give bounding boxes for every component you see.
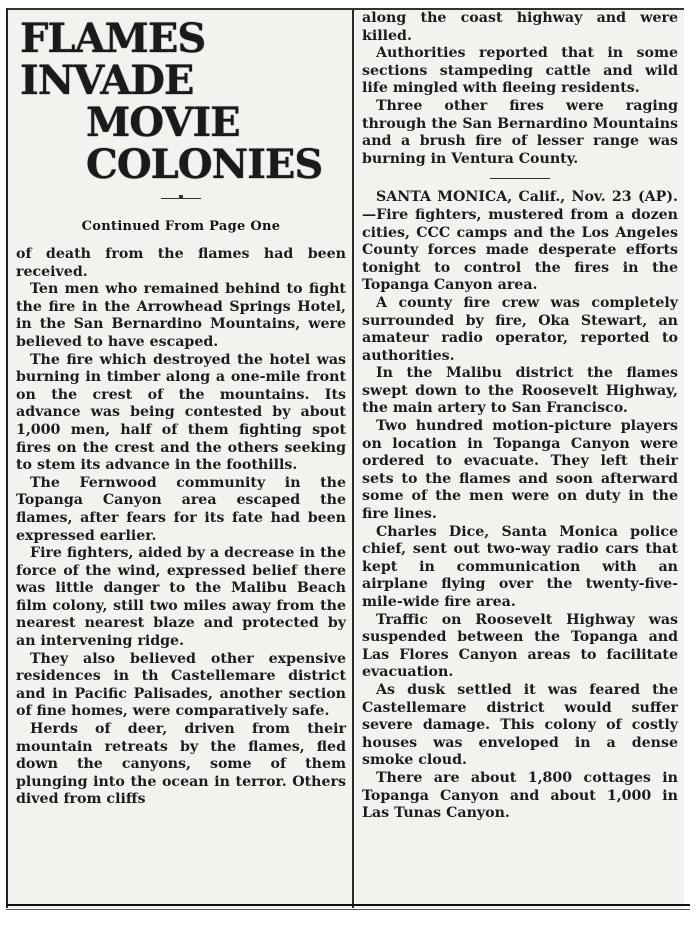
headline-ornament [161,198,201,199]
paragraph: Charles Dice, Santa Monica police chief, sent out two-way radio cars that kept in communication with an airplane flying over the twenty-five-mile-wide fire area. [362,523,678,610]
paragraph: Traffic on Roosevelt Highway was suspended between the Topanga and Las Flores Canyon areas to facilitate evacuation. [362,611,678,681]
paragraph: In the Malibu district the flames swept down to the Roosevelt Highway, the main artery to San Francisco. [362,365,678,417]
paragraph: of death from the flames had been received. [16,246,346,280]
dateline-text: Fire fighters, mustered from a dozen cities, CCC camps and the Los Angeles County forces made desperate efforts tonight to control the fires in the Topanga Canyon area. [362,206,678,294]
headline [16,15,346,188]
paragraph: Two hundred motion-picture players on location in Topanga Canyon were ordered to evacuate. They left their sets to the flames and soon afterward some of the men were on duty in the fire lines. [362,418,678,523]
dateline: SANTA MONICA, Calif., Nov. 23 (AP).— [362,189,678,223]
bottom-rule [6,904,690,906]
newspaper-clipping [6,8,684,908]
bottom-rule-thin [6,909,690,910]
paragraph: They also believed other expensive residences in th Castellemare district and in Pacific Palisades, another section of fine homes, were comparatively safe. [16,650,346,720]
paragraph: Fire fighters, aided by a decrease in the force of the wind, expressed belief there was little danger to the Malibu Beach film colony, still two miles away from the nearest nearest blaze and protected by an intervening ridge. [16,545,346,650]
paragraph: Herds of deer, driven from their mountain retreats by the flames, fled down the canyons, some of them plunging into the ocean in terror. Others dived from cliffs [16,721,346,808]
dateline-paragraph [362,189,678,295]
paragraph: Authorities reported that in some sections stampeding cattle and wild life mingled with fleeing residents. [362,45,678,97]
section-separator [490,178,550,179]
headline-line-1: FLAMES INVADE [20,15,206,104]
paragraph: Three other fires were raging through the San Bernardino Mountains and a brush fire of lesser range was burning in Ventura County. [362,97,678,167]
paragraph: The fire which destroyed the hotel was burning in timber along a one-mile front on the crest of the mountains. Its advance was being contested by about 1,000 men, half of them fighting spot fires on the crest and the others seeking to stem its advance in the foothills. [16,351,346,474]
right-column [354,10,684,823]
headline-line-2: MOVIE COLONIES [86,99,323,188]
paragraph: There are about 1,800 cottages in Topanga Canyon and about 1,000 in Las Tunas Canyon. [362,769,678,822]
paragraph: The Fernwood community in the Topanga Canyon area escaped the flames, after fears for its fate had been expressed earlier. [16,474,346,544]
paragraph: A county fire crew was completely surrounded by fire, Oka Stewart, an amateur radio operator, reported to authorities. [362,294,678,364]
paragraph: Ten men who remained behind to fight the fire in the Arrowhead Springs Hotel, in the San Bernardino Mountains, were believed to have escaped. [16,281,346,350]
left-column [8,10,352,809]
paragraph: along the coast highway and were killed. [362,10,678,44]
paragraph: As dusk settled it was feared the Castellemare district would suffer severe damage. This colony of costly houses was enveloped in a dense smoke cloud. [362,681,678,769]
continued-label: Continued From Page One [81,219,281,234]
